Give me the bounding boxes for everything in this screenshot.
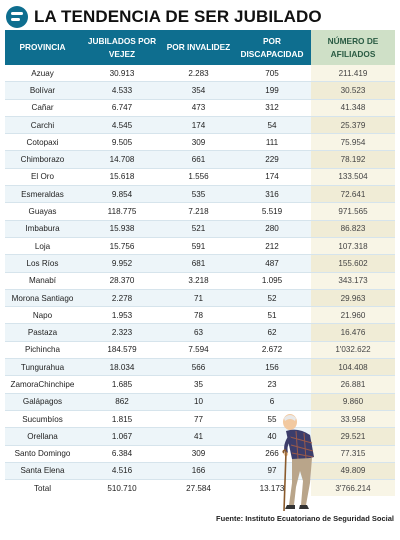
- cell-provincia: Pichincha: [5, 341, 80, 358]
- cell-provincia: Los Ríos: [5, 255, 80, 272]
- cell-provincia: Manabí: [5, 272, 80, 289]
- table-row: [5, 168, 395, 185]
- cell-provincia: Santa Elena: [5, 462, 80, 479]
- cell-invalidez: 7.218: [164, 203, 233, 220]
- table-row: [5, 324, 395, 341]
- table-row: [5, 307, 395, 324]
- cell-discapacidad: 55: [233, 410, 311, 427]
- cell-afiliados: 133.504: [311, 168, 395, 185]
- cell-vejez: 18.034: [80, 359, 164, 376]
- cell-vejez: 15.756: [80, 237, 164, 254]
- source-text: Instituto Ecuatoriano de Seguridad Social: [245, 514, 394, 523]
- cell-invalidez: 309: [164, 445, 233, 462]
- cell-afiliados: 107.318: [311, 237, 395, 254]
- total-label: Total: [5, 480, 80, 497]
- cell-discapacidad: 62: [233, 324, 311, 341]
- elderly-man-illustration: [276, 413, 328, 513]
- cell-provincia: Cotopaxi: [5, 134, 80, 151]
- cell-provincia: Cañar: [5, 99, 80, 116]
- cell-provincia: Sucumbíos: [5, 410, 80, 427]
- cell-invalidez: 78: [164, 307, 233, 324]
- cell-vejez: 28.370: [80, 272, 164, 289]
- table-row: [5, 410, 395, 427]
- page-header: [6, 5, 322, 29]
- table-row: [5, 289, 395, 306]
- cell-invalidez: 10: [164, 393, 233, 410]
- cell-discapacidad: 212: [233, 237, 311, 254]
- cell-invalidez: 591: [164, 237, 233, 254]
- table-row: [5, 65, 395, 82]
- total-vejez: 510.710: [80, 480, 164, 497]
- retirement-table: [5, 30, 395, 496]
- cell-discapacidad: 54: [233, 116, 311, 133]
- cell-afiliados: 343.173: [311, 272, 395, 289]
- cell-vejez: 4.545: [80, 116, 164, 133]
- cell-afiliados: 86.823: [311, 220, 395, 237]
- cell-provincia: Bolívar: [5, 82, 80, 99]
- cell-provincia: Santo Domingo: [5, 445, 80, 462]
- cell-provincia: ZamoraChinchipe: [5, 376, 80, 393]
- col-header-discapacidad: POR DISCAPACIDAD: [233, 30, 311, 65]
- cell-discapacidad: 487: [233, 255, 311, 272]
- cell-invalidez: 1.556: [164, 168, 233, 185]
- cell-provincia: Orellana: [5, 428, 80, 445]
- cell-afiliados: 75.954: [311, 134, 395, 151]
- table-row: [5, 255, 395, 272]
- cell-invalidez: 3.218: [164, 272, 233, 289]
- cell-invalidez: 566: [164, 359, 233, 376]
- cell-invalidez: 174: [164, 116, 233, 133]
- cell-discapacidad: 1.095: [233, 272, 311, 289]
- table-row: [5, 82, 395, 99]
- logo-icon: [6, 6, 28, 28]
- cell-discapacidad: 111: [233, 134, 311, 151]
- cell-provincia: Tungurahua: [5, 359, 80, 376]
- table-row: [5, 220, 395, 237]
- table-row: [5, 99, 395, 116]
- total-row: [5, 480, 395, 497]
- cell-invalidez: 71: [164, 289, 233, 306]
- cell-discapacidad: 312: [233, 99, 311, 116]
- col-header-afiliados: NÚMERO DE AFILIADOS: [311, 30, 395, 65]
- cell-vejez: 15.618: [80, 168, 164, 185]
- table-row: [5, 445, 395, 462]
- cell-discapacidad: 705: [233, 65, 311, 82]
- cell-afiliados: 49.809: [311, 462, 395, 479]
- cell-discapacidad: 23: [233, 376, 311, 393]
- cell-vejez: 1.953: [80, 307, 164, 324]
- cell-afiliados: 9.860: [311, 393, 395, 410]
- cell-discapacidad: 229: [233, 151, 311, 168]
- cell-provincia: Chimborazo: [5, 151, 80, 168]
- cell-discapacidad: 51: [233, 307, 311, 324]
- cell-invalidez: 473: [164, 99, 233, 116]
- cell-discapacidad: 6: [233, 393, 311, 410]
- cell-provincia: Carchi: [5, 116, 80, 133]
- cell-vejez: 1.067: [80, 428, 164, 445]
- table-row: [5, 237, 395, 254]
- cell-afiliados: 155.602: [311, 255, 395, 272]
- cell-invalidez: 309: [164, 134, 233, 151]
- table-row: [5, 428, 395, 445]
- cell-provincia: Napo: [5, 307, 80, 324]
- cell-discapacidad: 156: [233, 359, 311, 376]
- cell-vejez: 1.685: [80, 376, 164, 393]
- cell-discapacidad: 266: [233, 445, 311, 462]
- cell-vejez: 9.854: [80, 186, 164, 203]
- cell-invalidez: 166: [164, 462, 233, 479]
- table-row: [5, 376, 395, 393]
- cell-vejez: 1.815: [80, 410, 164, 427]
- cell-afiliados: 971.565: [311, 203, 395, 220]
- cell-vejez: 862: [80, 393, 164, 410]
- cell-vejez: 30.913: [80, 65, 164, 82]
- cell-vejez: 4.516: [80, 462, 164, 479]
- cell-provincia: Azuay: [5, 65, 80, 82]
- cell-afiliados: 211.419: [311, 65, 395, 82]
- cell-invalidez: 77: [164, 410, 233, 427]
- page-title: LA TENDENCIA DE SER JUBILADO: [34, 7, 322, 26]
- cell-afiliados: 33.958: [311, 410, 395, 427]
- cell-afiliados: 1'032.622: [311, 341, 395, 358]
- table-row: [5, 151, 395, 168]
- cell-invalidez: 681: [164, 255, 233, 272]
- source-note: [216, 514, 394, 523]
- cell-discapacidad: 5.519: [233, 203, 311, 220]
- cell-provincia: Morona Santiago: [5, 289, 80, 306]
- cell-discapacidad: 199: [233, 82, 311, 99]
- cell-vejez: 6.747: [80, 99, 164, 116]
- cell-discapacidad: 97: [233, 462, 311, 479]
- table-row: [5, 341, 395, 358]
- table-row: [5, 272, 395, 289]
- col-header-vejez: JUBILADOS POR VEJEZ: [80, 30, 164, 65]
- cell-vejez: 15.938: [80, 220, 164, 237]
- table-row: [5, 393, 395, 410]
- cell-invalidez: 63: [164, 324, 233, 341]
- source-label: Fuente:: [216, 514, 244, 523]
- cell-afiliados: 29.521: [311, 428, 395, 445]
- cell-invalidez: 661: [164, 151, 233, 168]
- cell-invalidez: 521: [164, 220, 233, 237]
- cell-discapacidad: 52: [233, 289, 311, 306]
- table-row: [5, 134, 395, 151]
- cell-provincia: El Oro: [5, 168, 80, 185]
- col-header-provincia: PROVINCIA: [5, 30, 80, 65]
- total-discapacidad: 13.173: [233, 480, 311, 497]
- cell-invalidez: 35: [164, 376, 233, 393]
- cell-afiliados: 25.379: [311, 116, 395, 133]
- total-afiliados: 3'766.214: [311, 480, 395, 497]
- cell-provincia: Loja: [5, 237, 80, 254]
- cell-provincia: Guayas: [5, 203, 80, 220]
- cell-vejez: 6.384: [80, 445, 164, 462]
- cell-discapacidad: 316: [233, 186, 311, 203]
- cell-afiliados: 16.476: [311, 324, 395, 341]
- table-row: [5, 116, 395, 133]
- cell-discapacidad: 2.672: [233, 341, 311, 358]
- table-row: [5, 462, 395, 479]
- cell-vejez: 4.533: [80, 82, 164, 99]
- cell-vejez: 184.579: [80, 341, 164, 358]
- cell-afiliados: 72.641: [311, 186, 395, 203]
- cell-invalidez: 354: [164, 82, 233, 99]
- cell-vejez: 14.708: [80, 151, 164, 168]
- cell-discapacidad: 40: [233, 428, 311, 445]
- cell-afiliados: 26.881: [311, 376, 395, 393]
- cell-provincia: Pastaza: [5, 324, 80, 341]
- table-row: [5, 186, 395, 203]
- cell-discapacidad: 174: [233, 168, 311, 185]
- table-row: [5, 359, 395, 376]
- cell-vejez: 9.952: [80, 255, 164, 272]
- cell-provincia: Esmeraldas: [5, 186, 80, 203]
- cell-vejez: 2.323: [80, 324, 164, 341]
- table-header-row: [5, 30, 395, 65]
- cell-invalidez: 7.594: [164, 341, 233, 358]
- total-invalidez: 27.584: [164, 480, 233, 497]
- cell-vejez: 9.505: [80, 134, 164, 151]
- col-header-invalidez: POR INVALIDEZ: [164, 30, 233, 65]
- cell-afiliados: 104.408: [311, 359, 395, 376]
- cell-provincia: Imbabura: [5, 220, 80, 237]
- cell-invalidez: 41: [164, 428, 233, 445]
- cell-vejez: 2.278: [80, 289, 164, 306]
- cell-afiliados: 30.523: [311, 82, 395, 99]
- cell-afiliados: 29.963: [311, 289, 395, 306]
- cell-invalidez: 535: [164, 186, 233, 203]
- cell-afiliados: 77.315: [311, 445, 395, 462]
- table-row: [5, 203, 395, 220]
- cell-vejez: 118.775: [80, 203, 164, 220]
- cell-afiliados: 78.192: [311, 151, 395, 168]
- cell-discapacidad: 280: [233, 220, 311, 237]
- cell-afiliados: 21.960: [311, 307, 395, 324]
- cell-invalidez: 2.283: [164, 65, 233, 82]
- cell-afiliados: 41.348: [311, 99, 395, 116]
- cell-provincia: Galápagos: [5, 393, 80, 410]
